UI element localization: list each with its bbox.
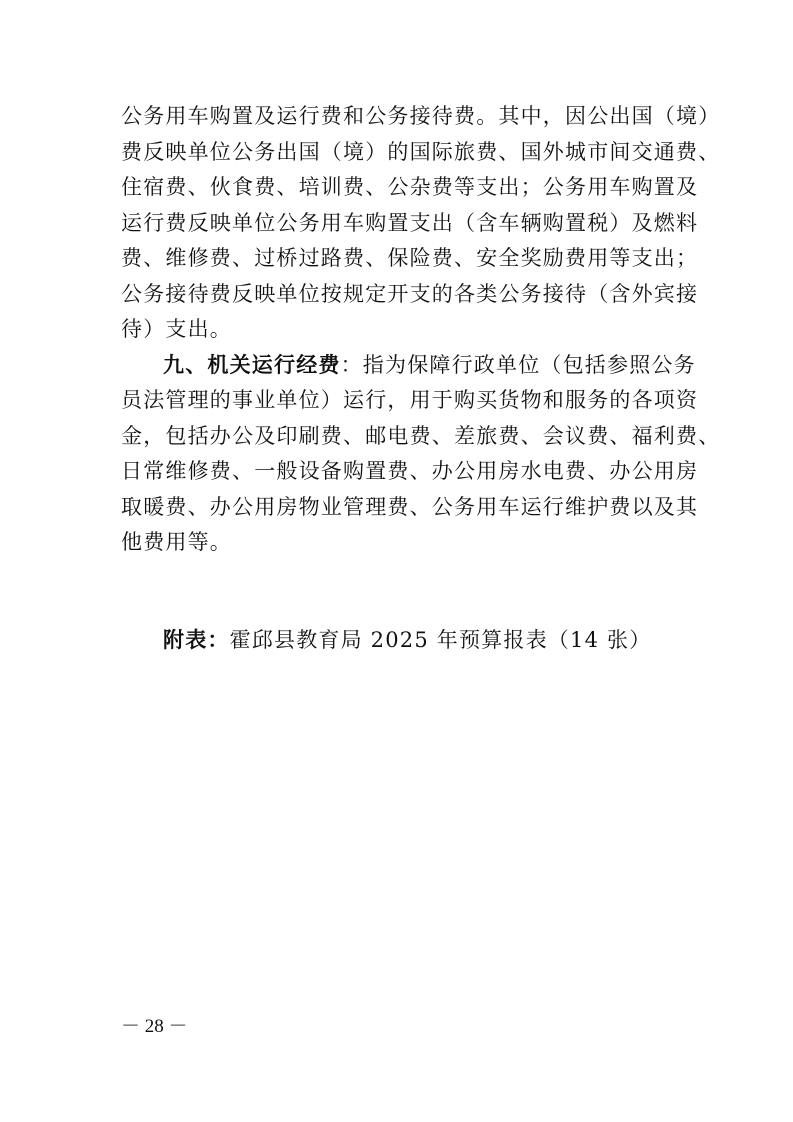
section-9-first-line-rest: ：指为保障行政单位（包括参照公务: [340, 353, 696, 377]
paragraph-1-line-7: 待）支出。: [121, 317, 232, 341]
paragraph-1-line-5: 费、维修费、过桥过路费、保险费、安全奖励费用等支出；: [121, 246, 699, 270]
attachment-text: 霍邱县教育局 2025 年预算报表（14 张）: [229, 628, 652, 652]
paragraph-1-line-2: 费反映单位公务出国（境）的国际旅费、国外城市间交通费、: [121, 140, 721, 164]
paragraph-1-line-1: 公务用车购置及运行费和公务接待费。其中，因公出国（境）: [121, 104, 721, 128]
paragraph-1-line-3: 住宿费、伙食费、培训费、公杂费等支出；公务用车购置及: [121, 175, 699, 199]
section-9-heading: 九、机关运行经费: [163, 353, 341, 377]
section-9-line-3: 金，包括办公及印刷费、邮电费、差旅费、会议费、福利费、: [121, 424, 721, 448]
attachment-label: 附表：: [163, 628, 230, 652]
page-number: － 28 －: [121, 1016, 188, 1037]
attachment-line: [163, 625, 651, 655]
paragraph-1-line-4: 运行费反映单位公务用车购置支出（含车辆购置税）及燃料: [121, 211, 699, 235]
section-9-line-5: 取暖费、办公用房物业管理费、公务用车运行维护费以及其: [121, 495, 699, 519]
paragraph-1-line-6: 公务接待费反映单位按规定开支的各类公务接待（含外宾接: [121, 282, 699, 306]
section-9-line-2: 员法管理的事业单位）运行，用于购买货物和服务的各项资: [121, 388, 699, 412]
section-9-line-6: 他费用等。: [121, 530, 232, 554]
section-9-line-4: 日常维修费、一般设备购置费、办公用房水电费、办公用房: [121, 459, 699, 483]
section-9-first-line: [163, 350, 696, 380]
